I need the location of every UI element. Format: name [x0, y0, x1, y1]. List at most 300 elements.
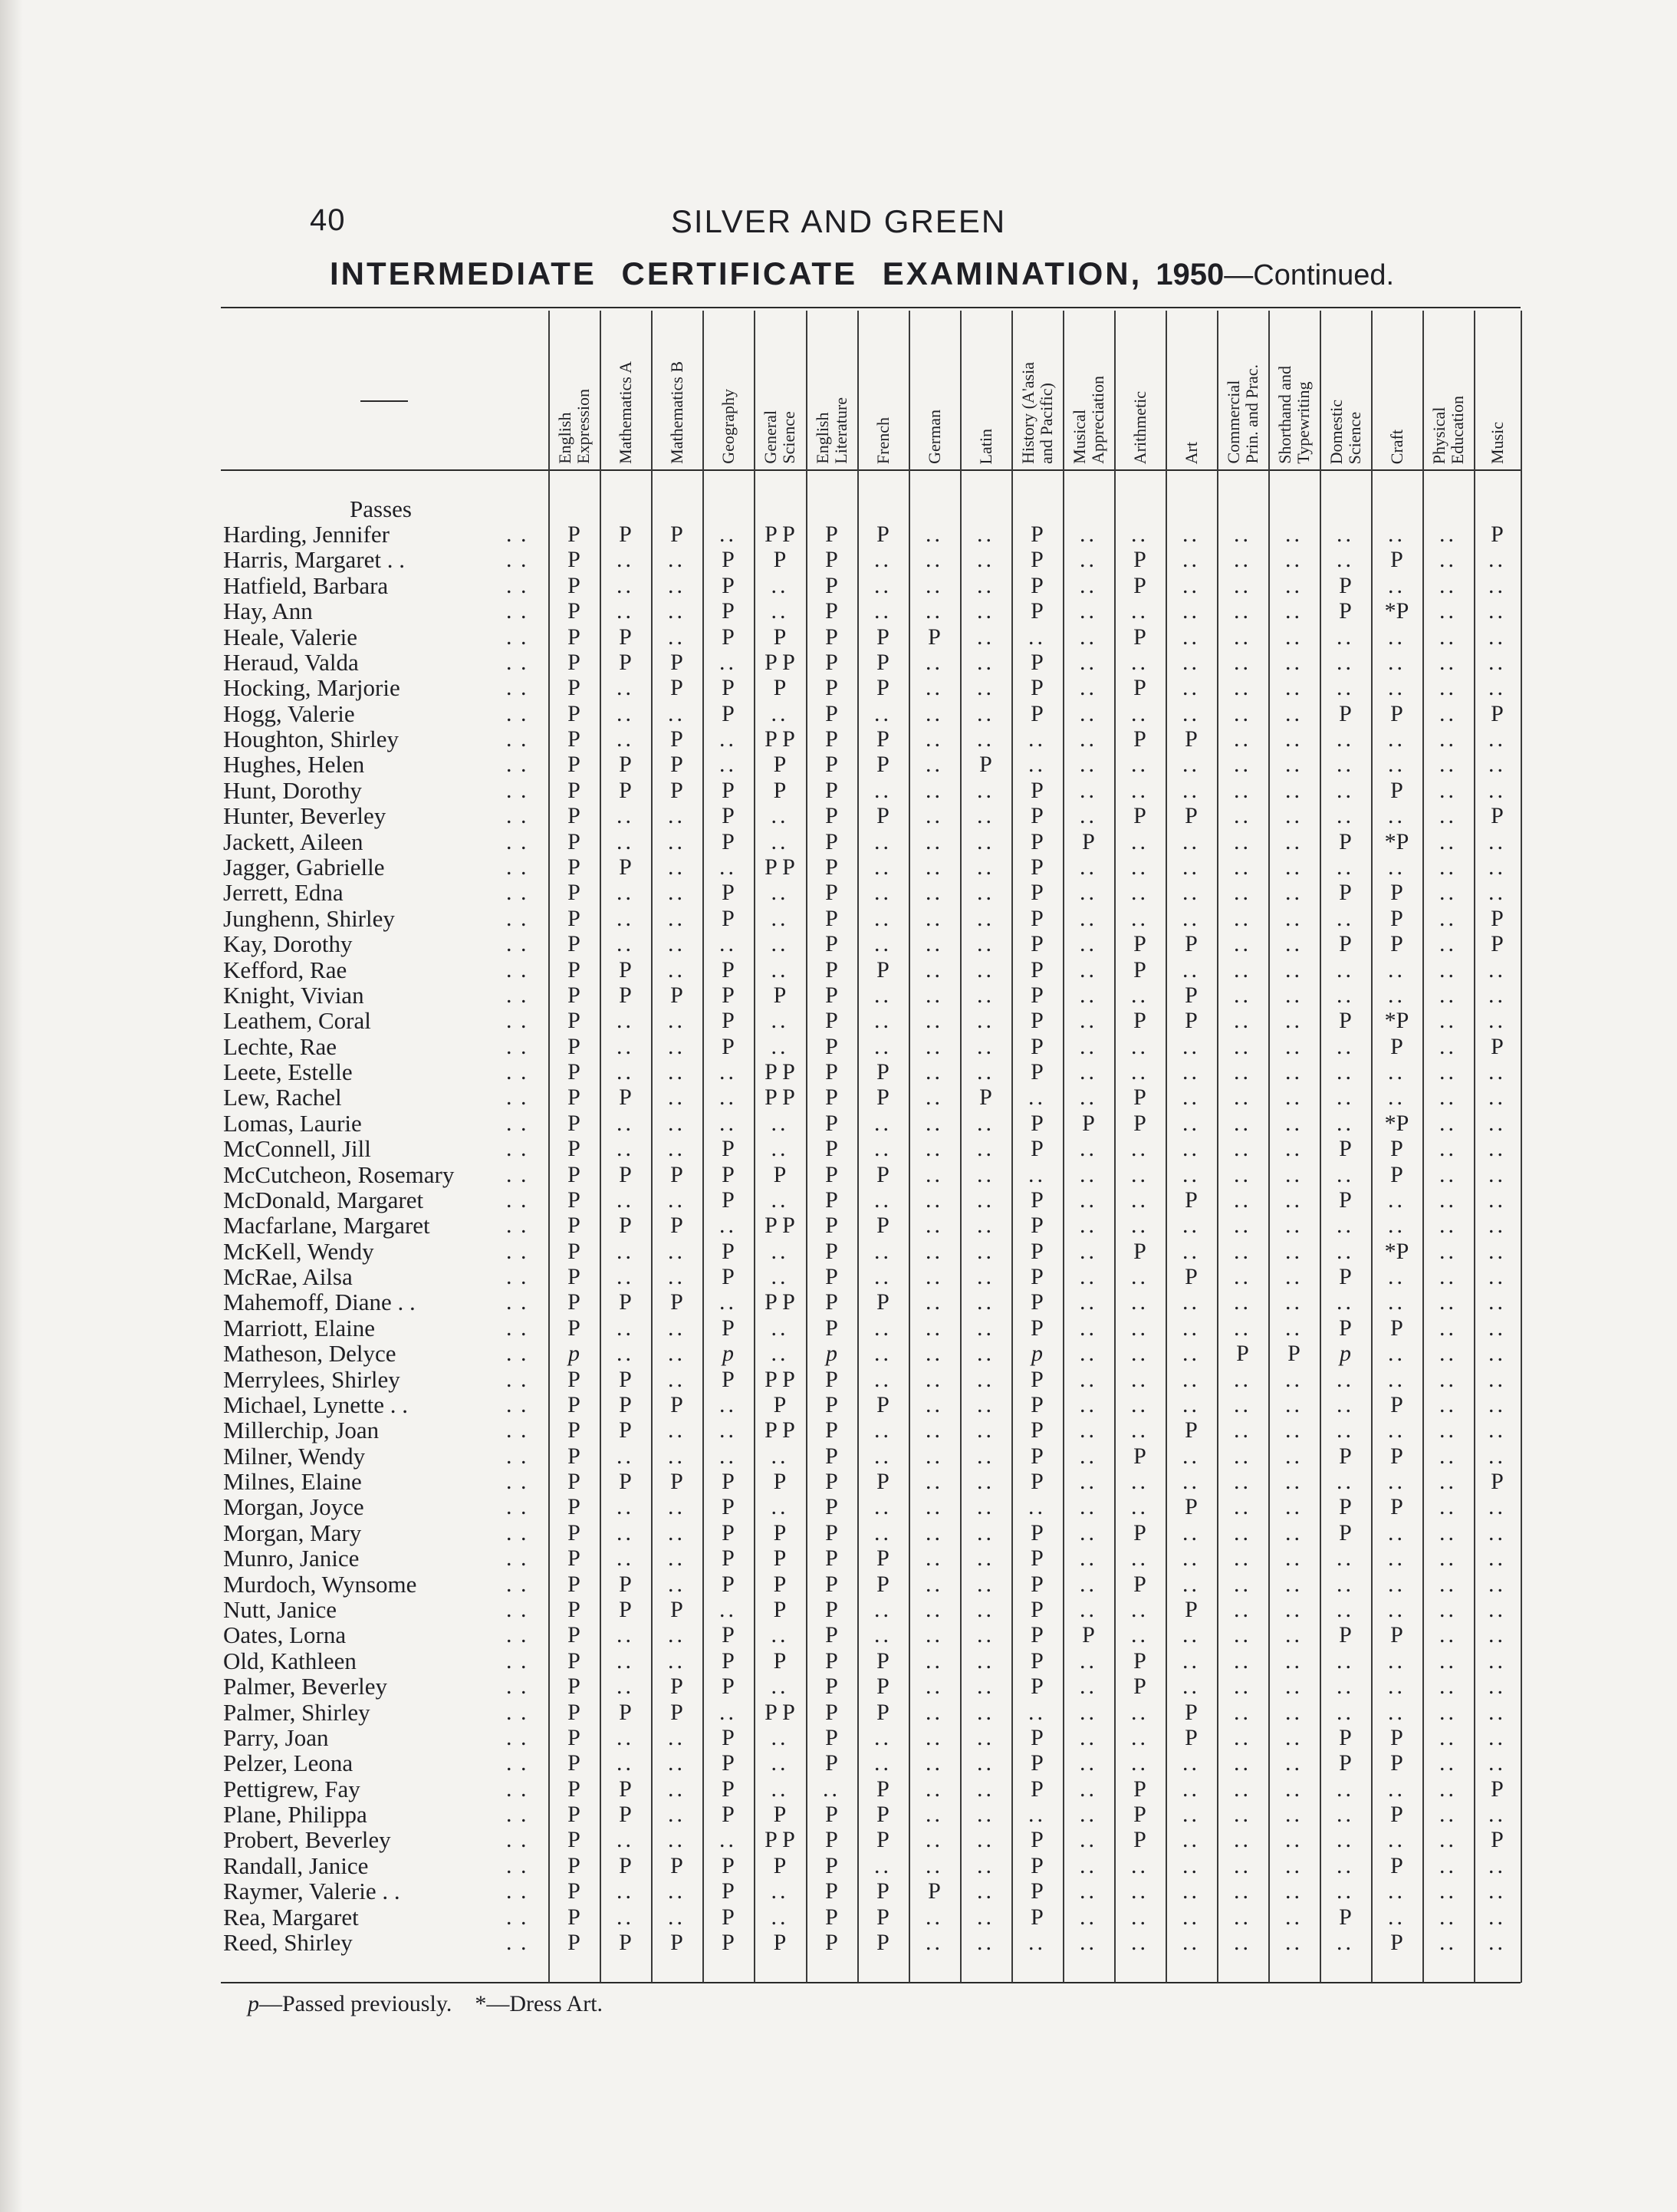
student-name: McRae, Ailsa: [223, 1263, 353, 1290]
result-cell: P: [1082, 1622, 1095, 1648]
result-cell: ..: [719, 649, 737, 675]
result-cell: ..: [1182, 1776, 1200, 1802]
result-cell: P: [1339, 1519, 1352, 1545]
result-cell: ..: [719, 1597, 737, 1622]
table-row: [0, 1059, 1677, 1085]
result-cell: ..: [1131, 777, 1149, 803]
result-cell: ..: [977, 1264, 995, 1289]
result-cell: ..: [926, 547, 943, 573]
result-cell: P: [567, 1264, 580, 1289]
result-cell: ..: [1131, 1187, 1149, 1213]
result-cell: P: [567, 1136, 580, 1162]
result-cell: ..: [1337, 956, 1354, 983]
result-cell: ..: [1439, 752, 1457, 778]
result-cell: ..: [617, 1647, 634, 1674]
result-cell: ..: [1234, 1008, 1251, 1034]
result-cell: ..: [1488, 1699, 1506, 1725]
result-cell: ..: [926, 956, 943, 983]
result-cell: ..: [719, 1443, 737, 1469]
result-cell: ..: [771, 1341, 789, 1367]
result-cell: ..: [977, 1161, 995, 1187]
result-cell: ..: [1388, 1085, 1406, 1111]
result-cell: P: [722, 956, 735, 983]
result-cell: P: [1031, 1417, 1044, 1443]
result-cell: ..: [926, 675, 943, 701]
result-cell: ..: [1131, 1852, 1149, 1878]
result-cell: ..: [1285, 1264, 1303, 1289]
result-cell: P: [825, 1597, 838, 1622]
result-cell: ..: [1337, 1647, 1354, 1674]
result-cell: ..: [977, 1647, 995, 1674]
result-cell: P: [1390, 1033, 1403, 1059]
result-cell: ..: [1388, 1571, 1406, 1597]
result-cell: ..: [1234, 1878, 1251, 1904]
column-header-label: Domestic Science: [1326, 399, 1364, 464]
result-cell: P: [567, 854, 580, 880]
result-cell: ..: [1080, 1341, 1097, 1367]
result-cell: P: [1287, 1341, 1300, 1367]
result-cell: ..: [1028, 1161, 1046, 1187]
result-cell: ..: [1131, 1341, 1149, 1367]
result-cell: ..: [617, 1724, 634, 1750]
table-row: [0, 1085, 1677, 1110]
student-name: Hughes, Helen: [223, 751, 365, 778]
result-cell: ..: [1234, 700, 1251, 726]
table-row: [0, 1700, 1677, 1725]
result-cell: ..: [1131, 752, 1149, 778]
result-cell: P: [567, 931, 580, 957]
result-cell: P: [876, 956, 889, 983]
result-cell: P: [1031, 1110, 1044, 1136]
result-cell: ..: [1388, 752, 1406, 778]
result-cell: ..: [1285, 1187, 1303, 1213]
result-cell: ..: [1439, 726, 1457, 752]
result-cell: ..: [1234, 1238, 1251, 1264]
result-cell: ..: [977, 1852, 995, 1878]
result-cell: P: [1031, 1366, 1044, 1392]
result-cell: P: [619, 777, 632, 803]
result-cell: P: [1185, 1699, 1198, 1725]
result-cell: ..: [1182, 1085, 1200, 1111]
table-row: [0, 1034, 1677, 1059]
leader-dots: . .: [506, 1827, 528, 1853]
result-cell: P: [670, 726, 683, 752]
result-cell: P: [567, 1315, 580, 1341]
result-cell: ..: [977, 1622, 995, 1648]
result-cell: ..: [977, 1366, 995, 1392]
result-cell: ..: [668, 1315, 686, 1341]
result-cell: ..: [668, 1647, 686, 1674]
result-cell: P: [1133, 1519, 1146, 1545]
result-cell: ..: [771, 1724, 789, 1750]
leader-dots: . .: [506, 1443, 528, 1469]
column-header: [1011, 314, 1063, 464]
result-cell: P: [567, 1161, 580, 1187]
result-cell: P: [773, 624, 787, 650]
result-cell: ..: [719, 1699, 737, 1725]
result-cell: P: [825, 572, 838, 598]
result-cell: ..: [1285, 547, 1303, 573]
result-cell: ..: [977, 1213, 995, 1239]
result-cell: P: [876, 1904, 889, 1930]
result-cell: ..: [926, 1494, 943, 1520]
result-cell: ..: [926, 1699, 943, 1725]
result-cell: ..: [874, 1110, 892, 1136]
result-cell: P: [1133, 572, 1146, 598]
column-header: [548, 314, 600, 464]
result-cell: ..: [1285, 1366, 1303, 1392]
result-cell: ..: [1234, 572, 1251, 598]
result-cell: ..: [1182, 854, 1200, 880]
table-row: [0, 624, 1677, 650]
result-cell: P: [1390, 1136, 1403, 1162]
result-cell: P: [1031, 1008, 1044, 1034]
result-cell: P P: [765, 854, 795, 880]
result-cell: P: [1031, 982, 1044, 1008]
result-cell: P: [825, 1110, 838, 1136]
result-cell: ..: [977, 649, 995, 675]
result-cell: P: [567, 1852, 580, 1878]
table-row: [0, 1904, 1677, 1930]
result-cell: P: [825, 547, 838, 573]
result-cell: ..: [668, 1417, 686, 1443]
result-cell: P: [1133, 1008, 1146, 1034]
result-cell: P: [722, 982, 735, 1008]
result-cell: P: [722, 1852, 735, 1878]
result-cell: ..: [1285, 675, 1303, 701]
result-cell: ..: [668, 1827, 686, 1853]
result-cell: ..: [771, 1776, 789, 1802]
result-cell: ..: [977, 1289, 995, 1315]
leader-dots: . .: [506, 982, 528, 1008]
result-cell: ..: [1182, 547, 1200, 573]
result-cell: ..: [1182, 1802, 1200, 1827]
result-cell: P: [825, 1059, 838, 1085]
result-cell: ..: [1439, 1264, 1457, 1289]
result-cell: P: [825, 522, 838, 547]
result-cell: P P: [765, 1699, 795, 1725]
leader-dots: . .: [506, 1033, 528, 1059]
student-name: Kefford, Rae: [223, 956, 347, 983]
result-cell: ..: [1488, 675, 1506, 701]
table-row: [0, 1392, 1677, 1417]
result-cell: P: [1491, 905, 1504, 931]
result-cell: ..: [1439, 1699, 1457, 1725]
result-cell: p: [1031, 1341, 1043, 1367]
result-cell: ..: [1182, 1622, 1200, 1648]
result-cell: ..: [1234, 1674, 1251, 1700]
result-cell: ..: [617, 598, 634, 624]
leader-dots: . .: [506, 1161, 528, 1187]
result-cell: P: [670, 1161, 683, 1187]
result-cell: ..: [1182, 1750, 1200, 1776]
result-cell: ..: [617, 905, 634, 931]
result-cell: P: [619, 1699, 632, 1725]
footnote-text-star: —Dress Art.: [486, 1991, 603, 2016]
result-cell: ..: [617, 1341, 634, 1367]
result-cell: ..: [1388, 726, 1406, 752]
student-name: Macfarlane, Margaret: [223, 1212, 430, 1239]
result-cell: ..: [1388, 1187, 1406, 1213]
result-cell: P: [825, 649, 838, 675]
result-cell: P: [1339, 700, 1352, 726]
result-cell: ..: [1131, 982, 1149, 1008]
result-cell: ..: [668, 1776, 686, 1802]
result-cell: P: [825, 1724, 838, 1750]
table-row: [0, 650, 1677, 675]
result-cell: ..: [1388, 1289, 1406, 1315]
result-cell: ..: [977, 1033, 995, 1059]
result-cell: ..: [1080, 956, 1097, 983]
result-cell: ..: [617, 1545, 634, 1572]
student-name: Harris, Margaret . .: [223, 546, 406, 574]
result-cell: ..: [1439, 854, 1457, 880]
leader-dots: . .: [506, 547, 528, 573]
result-cell: P: [773, 1929, 787, 1955]
result-cell: ..: [926, 726, 943, 752]
result-cell: ..: [617, 1674, 634, 1700]
result-cell: ..: [1080, 675, 1097, 701]
result-cell: P: [825, 1085, 838, 1111]
leader-dots: . .: [506, 1724, 528, 1750]
result-cell: ..: [926, 803, 943, 829]
result-cell: P: [773, 1852, 787, 1878]
leader-dots: . .: [506, 598, 528, 624]
result-cell: ..: [1080, 752, 1097, 778]
result-cell: ..: [1439, 1622, 1457, 1648]
result-cell: ..: [1080, 803, 1097, 829]
result-cell: P: [1390, 1161, 1403, 1187]
result-cell: ..: [1285, 1545, 1303, 1572]
result-cell: P: [1185, 1264, 1198, 1289]
student-name: Jackett, Aileen: [223, 828, 363, 855]
result-cell: P: [876, 752, 889, 778]
result-cell: ..: [1080, 1750, 1097, 1776]
result-cell: P P: [765, 1085, 795, 1111]
result-cell: ..: [1285, 880, 1303, 906]
result-cell: P: [1031, 1187, 1044, 1213]
result-cell: P: [825, 803, 838, 829]
result-cell: ..: [1080, 700, 1097, 726]
result-cell: ..: [617, 828, 634, 854]
result-cell: ..: [1285, 1699, 1303, 1725]
result-cell: ..: [1080, 1085, 1097, 1111]
result-cell: P: [1339, 1724, 1352, 1750]
result-cell: ..: [771, 1878, 789, 1904]
result-cell: P: [619, 522, 632, 547]
result-cell: ..: [977, 1443, 995, 1469]
student-name: Rea, Margaret: [223, 1903, 359, 1931]
result-cell: ..: [1182, 1571, 1200, 1597]
result-cell: ..: [823, 1776, 840, 1802]
result-cell: ..: [977, 1724, 995, 1750]
result-cell: ..: [1285, 905, 1303, 931]
result-cell: P: [567, 982, 580, 1008]
result-cell: ..: [617, 572, 634, 598]
column-header: [1268, 314, 1320, 464]
result-cell: ..: [617, 1878, 634, 1904]
student-name: McCutcheon, Rosemary: [223, 1160, 455, 1188]
leader-dots: . .: [506, 649, 528, 675]
result-cell: P: [1031, 1852, 1044, 1878]
column-header: [702, 314, 754, 464]
column-header: [1217, 314, 1268, 464]
result-cell: ..: [1285, 726, 1303, 752]
result-cell: ..: [1182, 1033, 1200, 1059]
result-cell: P: [773, 1469, 787, 1495]
result-cell: ..: [1234, 1059, 1251, 1085]
result-cell: ..: [1439, 1776, 1457, 1802]
table-row: [0, 573, 1677, 598]
result-cell: P: [1133, 1443, 1146, 1469]
result-cell: P: [567, 752, 580, 778]
result-cell: P: [825, 1545, 838, 1572]
result-cell: P: [825, 777, 838, 803]
result-cell: P: [567, 1724, 580, 1750]
leader-dots: . .: [506, 931, 528, 957]
result-cell: ..: [1488, 649, 1506, 675]
result-cell: ..: [1388, 1674, 1406, 1700]
result-cell: ..: [771, 931, 789, 957]
result-cell: ..: [977, 1417, 995, 1443]
leader-dots: . .: [506, 956, 528, 983]
result-cell: ..: [1285, 700, 1303, 726]
result-cell: P P: [765, 1417, 795, 1443]
result-cell: ..: [1488, 1136, 1506, 1162]
page-title: [330, 255, 1394, 292]
result-cell: ..: [719, 1059, 737, 1085]
result-cell: P: [722, 1238, 735, 1264]
result-cell: ..: [1285, 1161, 1303, 1187]
result-cell: P: [1390, 905, 1403, 931]
result-cell: ..: [617, 1238, 634, 1264]
result-cell: P: [567, 905, 580, 931]
result-cell: ..: [1080, 1315, 1097, 1341]
student-name: Houghton, Shirley: [223, 726, 400, 752]
result-cell: ..: [1182, 752, 1200, 778]
result-cell: P: [567, 1750, 580, 1776]
result-cell: ..: [1337, 1802, 1354, 1827]
result-cell: P: [825, 1494, 838, 1520]
table-row: [0, 1417, 1677, 1443]
result-cell: P: [1339, 1008, 1352, 1034]
result-cell: P: [825, 931, 838, 957]
result-cell: P: [1390, 880, 1403, 906]
result-cell: ..: [668, 931, 686, 957]
leader-dots: . .: [506, 1315, 528, 1341]
result-cell: ..: [771, 803, 789, 829]
result-cell: ..: [1234, 1443, 1251, 1469]
result-cell: P: [1339, 880, 1352, 906]
table-row: [0, 1776, 1677, 1802]
result-cell: P: [825, 1187, 838, 1213]
leader-dots: . .: [506, 1213, 528, 1239]
result-cell: ..: [926, 931, 943, 957]
result-cell: ..: [1388, 1366, 1406, 1392]
student-name: Hunt, Dorothy: [223, 776, 362, 804]
result-cell: P: [619, 624, 632, 650]
result-cell: ..: [1388, 982, 1406, 1008]
result-cell: P: [670, 675, 683, 701]
result-cell: ..: [1182, 1161, 1200, 1187]
table-row: [0, 1545, 1677, 1571]
result-cell: ..: [719, 1827, 737, 1853]
result-cell: ..: [926, 1802, 943, 1827]
result-cell: ..: [1488, 854, 1506, 880]
result-cell: P: [567, 1545, 580, 1572]
result-cell: p: [568, 1341, 580, 1367]
result-cell: ..: [771, 700, 789, 726]
result-cell: P: [1133, 1110, 1146, 1136]
leader-dots: . .: [506, 828, 528, 854]
table-row: [0, 1341, 1677, 1366]
result-cell: ..: [668, 700, 686, 726]
result-cell: ..: [1337, 1878, 1354, 1904]
result-cell: ..: [1182, 1341, 1200, 1367]
result-cell: ..: [1488, 956, 1506, 983]
student-name: Pettigrew, Fay: [223, 1775, 360, 1802]
result-cell: ..: [617, 1187, 634, 1213]
result-cell: ..: [977, 1008, 995, 1034]
result-cell: ..: [1337, 1289, 1354, 1315]
result-cell: P: [1031, 1136, 1044, 1162]
result-cell: ..: [1080, 1008, 1097, 1034]
header-bottom-rule: [221, 469, 1521, 471]
result-cell: P: [722, 1008, 735, 1034]
result-cell: ..: [1285, 1827, 1303, 1853]
result-cell: P: [722, 1315, 735, 1341]
result-cell: ..: [874, 1597, 892, 1622]
result-cell: ..: [1439, 1213, 1457, 1239]
result-cell: P: [1031, 675, 1044, 701]
column-header: [1320, 314, 1371, 464]
student-name: Murdoch, Wynsome: [223, 1570, 417, 1598]
column-header-label: History (A'asia and Pacific): [1018, 362, 1056, 464]
leader-dots: . .: [506, 752, 528, 778]
result-cell: P: [876, 1647, 889, 1674]
result-cell: ..: [617, 1059, 634, 1085]
student-name: Harding, Jennifer: [223, 521, 390, 548]
table-top-rule: [221, 307, 1521, 308]
result-cell: ..: [1234, 1161, 1251, 1187]
result-cell: ..: [977, 1238, 995, 1264]
result-cell: ..: [1182, 1391, 1200, 1417]
result-cell: ..: [1337, 649, 1354, 675]
result-cell: ..: [1080, 1136, 1097, 1162]
student-name: Munro, Janice: [223, 1545, 360, 1572]
result-cell: ..: [1131, 598, 1149, 624]
result-cell: ..: [1234, 1085, 1251, 1111]
result-cell: ..: [668, 1904, 686, 1930]
result-cell: ..: [1234, 752, 1251, 778]
result-cell: ..: [1182, 1136, 1200, 1162]
leader-dots: . .: [506, 1802, 528, 1827]
result-cell: ..: [668, 1878, 686, 1904]
table-row: [0, 547, 1677, 572]
result-cell: ..: [1080, 1878, 1097, 1904]
result-cell: P: [1390, 1622, 1403, 1648]
result-cell: ..: [1080, 1033, 1097, 1059]
student-name: Oates, Lorna: [223, 1621, 347, 1649]
table-row: [0, 1494, 1677, 1519]
result-cell: P: [1133, 726, 1146, 752]
result-cell: P: [567, 649, 580, 675]
column-header-label: Craft: [1386, 429, 1406, 464]
result-cell: P: [722, 572, 735, 598]
result-cell: ..: [1488, 1366, 1506, 1392]
result-cell: P: [567, 1699, 580, 1725]
result-cell: ..: [977, 1699, 995, 1725]
